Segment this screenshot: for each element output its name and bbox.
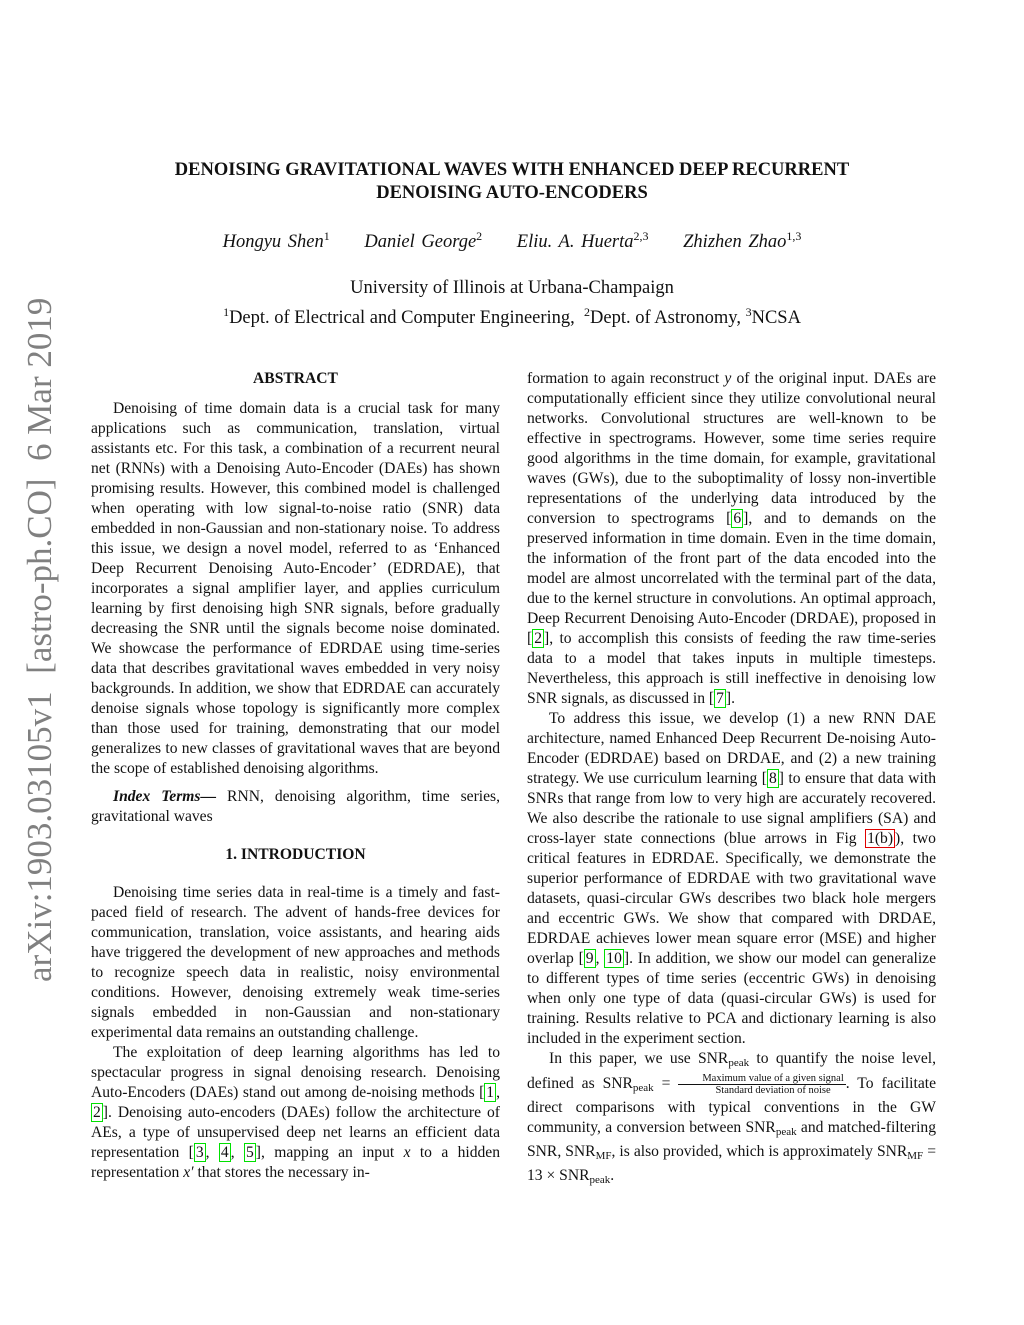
- author: [364, 229, 483, 253]
- citation-link[interactable]: 2: [534, 630, 542, 647]
- right-column: [527, 369, 936, 1190]
- subscript: MF: [595, 1150, 612, 1163]
- abstract: [91, 399, 500, 779]
- author-affil: 2,3: [633, 229, 649, 243]
- text-run: to a hidden representation: [91, 1144, 501, 1181]
- text-run: ]. Denoising auto-encoders (DAEs) follow the architecture of AEs, a type of unsupervised deep net learns an efficient data representation [: [91, 1104, 500, 1161]
- text-run: . To facilitate direct comparisons with typical conventions in the GW community, a conversion between SNR: [527, 1075, 936, 1137]
- citation-link[interactable]: 5: [245, 1144, 254, 1161]
- denominator: Standard deviation of noise: [715, 1085, 831, 1096]
- citation-link[interactable]: 3: [195, 1144, 204, 1161]
- math-symbol: x: [403, 1144, 411, 1161]
- text-run: =: [653, 1075, 679, 1093]
- text-run: ,: [230, 1144, 244, 1161]
- intro-heading: 1. INTRODUCTION: [225, 846, 366, 863]
- author-name: Hongyu Shen: [222, 232, 324, 253]
- paragraph: [527, 369, 936, 709]
- dept-sup: 2: [584, 304, 591, 319]
- author-affil: 2: [476, 229, 483, 243]
- citation-link[interactable]: 9: [585, 950, 594, 967]
- text-run: ] to ensure that data with SNRs that range from low to very high are accurately recovered. We also describe the rationale to use signal amplifiers (SA) and cross-layer state connections (blue arrows in Fig: [527, 770, 936, 847]
- dept: NCSA: [751, 307, 801, 328]
- citation-link[interactable]: 7: [716, 690, 724, 707]
- left-column: [91, 369, 500, 1183]
- fraction: [678, 1073, 845, 1096]
- intro-right: [527, 369, 936, 1190]
- math-symbol: y: [724, 370, 732, 387]
- citation-link[interactable]: 6: [733, 510, 742, 527]
- text-run: ], mapping an input: [255, 1144, 404, 1161]
- text-run: In this paper, we use SNR: [549, 1050, 729, 1067]
- index-terms-label: Index Terms—: [113, 788, 217, 805]
- dept: Dept. of Astronomy,: [590, 307, 741, 328]
- author-affil: 1,3: [786, 229, 802, 243]
- paper-title: [100, 159, 924, 205]
- author: [516, 229, 649, 253]
- text-run: The exploitation of deep learning algorithms has led to spectacular progress in signal denoising research. Denoising Auto-Encoders (DAEs) stand out among de-noising methods [: [91, 1044, 500, 1101]
- citation-link[interactable]: 1: [486, 1084, 495, 1101]
- author-name: Daniel George: [364, 232, 477, 253]
- text-run: that stores the necessary in-: [193, 1164, 370, 1181]
- text-run: ), two critical features in EDRDAE. Specifically, we demonstrate the superior performance of EDRDAE with two gravitational wave datasets, quasi-circular GWs describes two black hole mergers and eccentric GWs. We show that compared with DRDAE, EDRDAE achieves lower mean square error (MSE) and higher overlap [: [527, 830, 936, 967]
- dept: Dept. of Electrical and Computer Engineering,: [229, 307, 575, 328]
- subscript: peak: [632, 1082, 654, 1095]
- citation-link[interactable]: 10: [606, 950, 622, 967]
- numerator: Maximum value of a given signal: [678, 1073, 845, 1085]
- affiliations: [100, 277, 924, 330]
- dept-sup: 3: [745, 304, 752, 319]
- figure-ref-link[interactable]: 1(b): [867, 830, 894, 847]
- intro-left: [91, 883, 500, 1183]
- text-run: Denoising time series data in real-time is a timely and fast-paced field of research. The advent of hands-free devices for communication, translation, voice assistants, and hearing aids have triggered the development of new approaches and methods to recognize speech data in realistic, noisy environmental conditions. However, denoising extremely weak time-series signals embedded in non-Gaussian and non-stationary experimental data remains an outstanding challenge.: [91, 884, 500, 1041]
- paragraph: [527, 709, 936, 1049]
- citation-link[interactable]: 2: [93, 1104, 101, 1121]
- subscript: peak: [589, 1174, 611, 1187]
- text-run: .: [610, 1167, 615, 1185]
- text-run: ,: [595, 950, 605, 967]
- author: [683, 229, 802, 253]
- title-line: DENOISING AUTO-ENCODERS: [376, 183, 648, 203]
- author-name: Eliu. A. Huerta: [516, 232, 634, 253]
- text-run: = 13 × SNR: [527, 1143, 936, 1185]
- author-affil: 1: [323, 229, 330, 243]
- text-run: ].: [725, 690, 736, 707]
- subscript: peak: [728, 1057, 750, 1069]
- paragraph: [91, 399, 500, 779]
- university: University of Illinois at Urbana-Champaign: [350, 278, 674, 298]
- citation-link[interactable]: 8: [768, 770, 777, 787]
- citation-link[interactable]: 4: [220, 1144, 229, 1161]
- index-terms: [91, 787, 500, 827]
- text-run: ], and to demands on the preserved information in time domain. Even in the time domain, the information of the front part of the data encoded into the model are almost uncorrelated with the terminal part of the data, due to the kernel structure in convolutions. An optimal approach, Deep Recurrent Denoising Auto-Encoder (DRDAE), proposed in [: [527, 510, 936, 647]
- math-symbol: x′: [183, 1164, 194, 1181]
- text-run: To address this issue, we develop (1) a new RNN DAE architecture, named Enhanced Deep Recurrent De-noising Auto-Encoder (EDRDAE) based on DRDAE, and (2) a new training strategy. We use curriculum learning [: [527, 710, 936, 787]
- author-list: [100, 229, 924, 253]
- paragraph: [91, 1043, 500, 1183]
- abstract-heading: ABSTRACT: [253, 370, 338, 387]
- text-run: ]. In addition, we show our model can generalize to different types of time series (eccentric GWs) in denoising when only one type of data (quasi-circular GWs) is used for training. Results relative to PCA and dictionary learning is also included in the experiment section.: [527, 950, 937, 1047]
- subscript: MF: [907, 1150, 924, 1163]
- author: [222, 229, 330, 253]
- title-line: DENOISING GRAVITATIONAL WAVES WITH ENHANCED DEEP RECURRENT: [174, 160, 850, 180]
- text-run: ,: [205, 1144, 219, 1161]
- text-run: ,: [496, 1084, 500, 1101]
- text-run: , is also provided, which is approximately SNR: [611, 1143, 908, 1161]
- index-terms-text: RNN, denoising algorithm, time series, gravitational waves: [91, 788, 500, 825]
- paragraph: [527, 1049, 936, 1190]
- text-run: ], to accomplish this consists of feeding the raw time-series data to a model that takes inputs in multiple timesteps. Nevertheless, this approach is still ineffective in denoising low SNR signals, as discussed in [: [527, 630, 936, 707]
- text-run: to quantify the noise level, defined as SNR: [527, 1050, 936, 1093]
- dept-sup: 1: [223, 304, 230, 319]
- departments: [100, 301, 924, 331]
- text-run: formation to again reconstruct: [527, 370, 725, 387]
- author-name: Zhizhen Zhao: [683, 232, 787, 253]
- text-run: Denoising of time domain data is a crucial task for many applications such as communication, translation, virtual assistants etc. For this task, a combination of a recurrent neural net (RNNs) with a Denoising Auto-Encoder (DAEs) has shown promising results. However, this combined model is challenged when operating with low signal-to-noise ratio (SNR) data embedded in non-Gaussian and non-stationary noise. To address this issue, we design a novel model, referred to as ‘Enhanced Deep Recurrent Denoising Auto-Encoder’ (EDRDAE), that incorporates a signal amplifier layer, and applies curriculum learning by first denoising high SNR signals, before gradually decreasing the SNR until the signals become noise dominated. We showcase the performance of EDRDAE using time-series data that describes gravitational waves embedded in very noisy backgrounds. In addition, we show that EDRDAE can accurately denoise signals whose topology is significantly more complex than those used for training, demonstrating that our model generalizes to new classes of gravitational waves that are beyond the scope of established denoising algorithms.: [91, 400, 500, 777]
- arxiv-stamp: arXiv:1903.03105v1 [astro-ph.CO] 6 Mar 2019: [20, 297, 59, 982]
- subscript: peak: [775, 1126, 797, 1139]
- text-run: and matched-filtering SNR, SNR: [527, 1119, 936, 1161]
- text-run: of the original input. DAEs are computationally efficient since they utilize convolutional neural networks. Convolutional structures are well-known to be effective in spectrograms. However, some time series require good algorithms in the time domain, for example, gravitational waves (GWs), due to the suboptimality of lossy non-invertible representations of the underlying data introduced by the conversion to spectrograms [: [527, 370, 936, 527]
- paragraph: [91, 883, 500, 1043]
